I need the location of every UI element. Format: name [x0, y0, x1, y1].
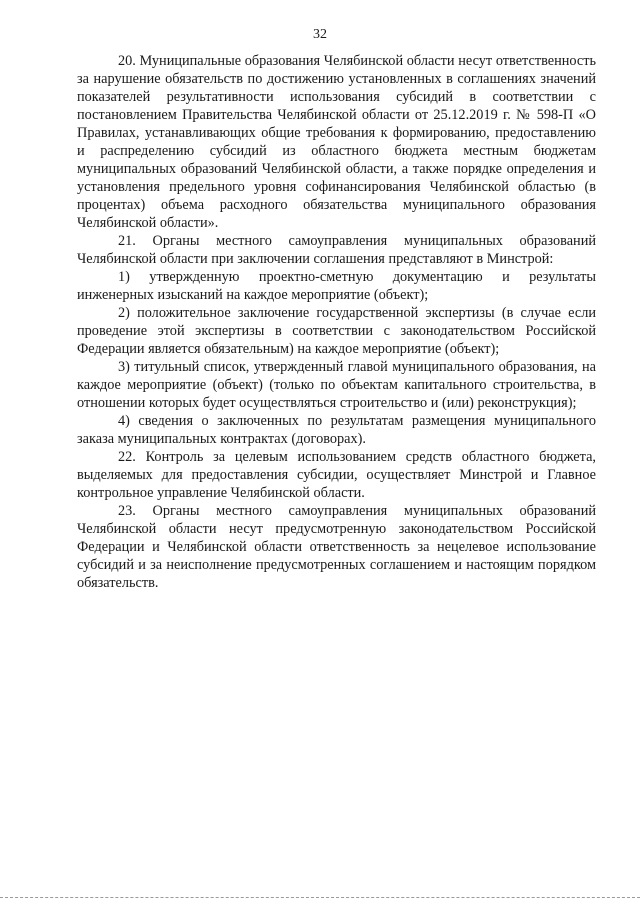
- paragraph-21: 21. Органы местного самоуправления муниципальных образований Челябинской области при заключении соглашения представляют в Минстрой:: [77, 233, 596, 267]
- paragraph-20: 20. Муниципальные образования Челябинской области несут ответственность за нарушение обязательств по достижению установленных в соглашениях значений показателей результативности использования субсидий в соответствии с постановлением Правительства Челябинской области от 25.12.2019 г. № 598-П «О Правилах, устанавливающих общие требования к формированию, предоставлению и распределению субсидий из областного бюджета местным бюджетам муниципальных образований Челябинской области, а также порядке определения и установления предельного уровня софинансирования Челябинской областью (в процентах) объема расходного обязательства муниципального образования Челябинской области».: [77, 53, 596, 231]
- page-number: 32: [313, 27, 327, 42]
- footer-divider: [0, 897, 640, 898]
- paragraph-21-item-2: 2) положительное заключение государственной экспертизы (в случае если проведение этой экспертизы в соответствии с законодательством Российской Федерации является обязательным) на каждое мероприятие (объект);: [77, 305, 596, 357]
- paragraph-21-item-4: 4) сведения о заключенных по результатам размещения муниципального заказа муниципальных контрактах (договорах).: [77, 413, 596, 447]
- paragraph-21-item-1: 1) утвержденную проектно-сметную документацию и результаты инженерных изысканий на каждое мероприятие (объект);: [77, 269, 596, 303]
- paragraph-21-item-3: 3) титульный список, утвержденный главой муниципального образования, на каждое мероприятие (объект) (только по объектам капитального строительства, в отношении которых будет осуществляться строительство и (или) реконструкция);: [77, 359, 596, 411]
- paragraph-23: 23. Органы местного самоуправления муниципальных образований Челябинской области несут предусмотренную законодательством Российской Федерации и Челябинской области ответственность за нецелевое использование субсидий и за неисполнение предусмотренных соглашением и настоящим порядком обязательств.: [77, 503, 596, 591]
- paragraph-22: 22. Контроль за целевым использованием средств областного бюджета, выделяемых для предоставления субсидии, осуществляет Минстрой и Главное контрольное управление Челябинской области.: [77, 449, 596, 501]
- document-body: [77, 52, 596, 592]
